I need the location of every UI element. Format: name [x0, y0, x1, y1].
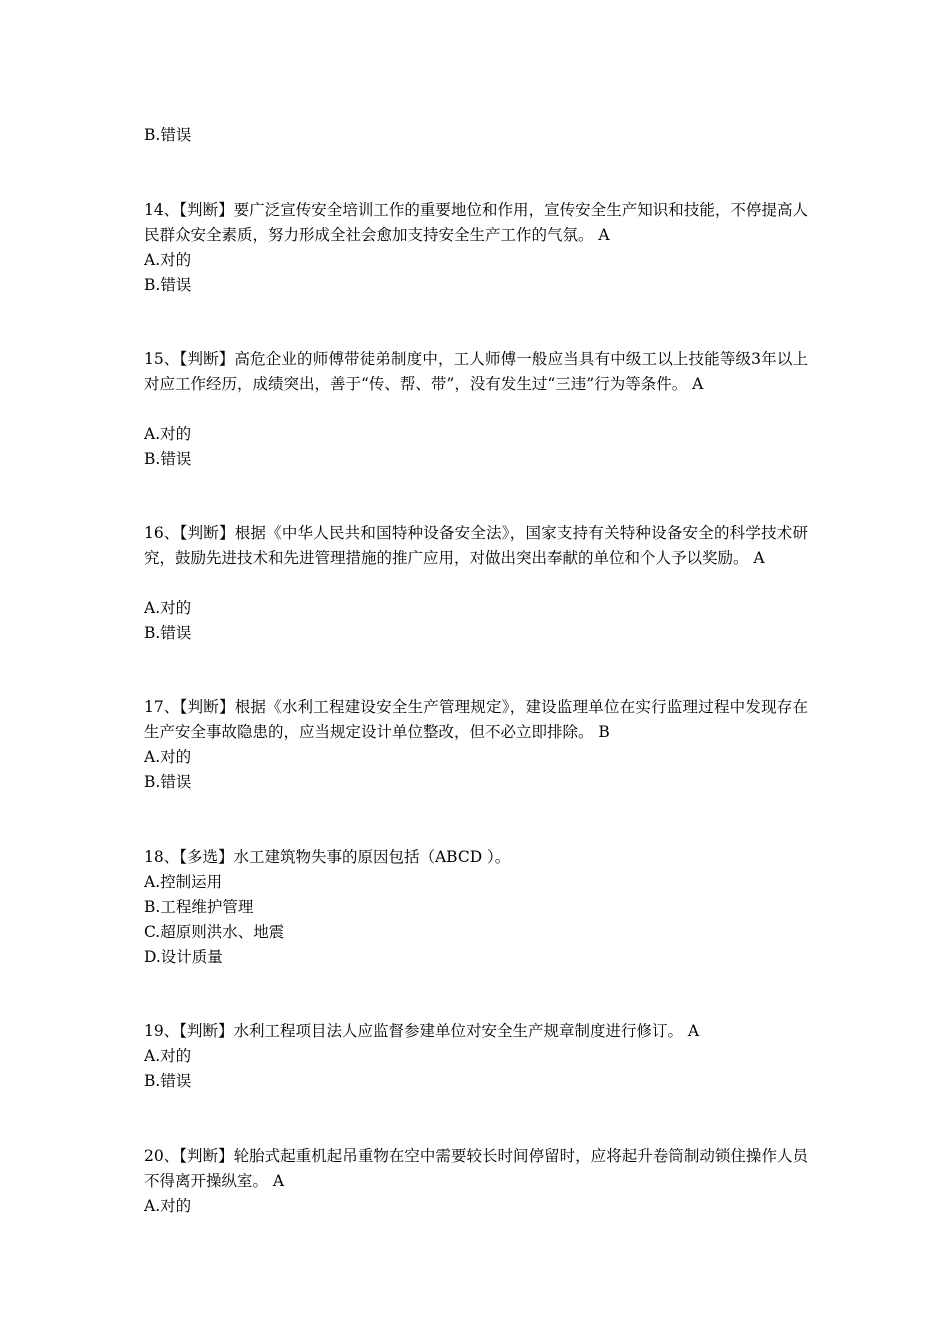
question-20-stem: 20、【判断】轮胎式起重机起吊重物在空中需要较长时间停留时，应将起升卷筒制动锁住操作人员不得离开操纵室。 A	[144, 1147, 808, 1190]
question-15-option-a: A.对的	[144, 425, 192, 443]
question-16-option-b: B.错误	[144, 624, 192, 642]
question-15-stem: 15、【判断】高危企业的师傅带徒弟制度中，工人师傅一般应当具有中级工以上技能等级3年以上对应工作经历，成绩突出，善于“传、帮、带”，没有发生过“三违”行为等条件。 A	[144, 350, 808, 393]
question-18-option-d: D.设计质量	[144, 948, 223, 966]
question-18-stem: 18、【多选】水工建筑物失事的原因包括（ABCD ）。	[144, 848, 511, 866]
question-15-option-b: B.错误	[144, 450, 192, 468]
question-19-stem: 19、【判断】水利工程项目法人应监督参建单位对安全生产规章制度进行修订。 A	[144, 1022, 700, 1040]
question-18-option-b: B.工程维护管理	[144, 898, 254, 916]
question-18-option-a: A.控制运用	[144, 873, 223, 891]
question-19-option-a: A.对的	[144, 1047, 192, 1065]
question-18-option-c: C.超原则洪水、地震	[144, 923, 285, 941]
question-14-option-b: B.错误	[144, 276, 192, 294]
question-14-stem: 14、【判断】要广泛宣传安全培训工作的重要地位和作用，宣传安全生产知识和技能，不停提高人民群众安全素质，努力形成全社会愈加支持安全生产工作的气氛。 A	[144, 201, 808, 244]
question-19-option-b: B.错误	[144, 1072, 192, 1090]
question-17-option-a: A.对的	[144, 748, 192, 766]
question-14-option-a: A.对的	[144, 251, 192, 269]
question-16-stem: 16、【判断】根据《中华人民共和国特种设备安全法》，国家支持有关特种设备安全的科学技术研究，鼓励先进技术和先进管理措施的推广应用，对做出突出奉献的单位和个人予以奖励。 A	[144, 524, 808, 567]
question-16-option-a: A.对的	[144, 599, 192, 617]
option-text: B.错误	[144, 126, 192, 144]
question-20-option-a: A.对的	[144, 1197, 192, 1215]
question-17-stem: 17、【判断】根据《水利工程建设安全生产管理规定》，建设监理单位在实行监理过程中发现存在生产安全事故隐患的，应当规定设计单位整改，但不必立即排除。 B	[144, 698, 808, 741]
question-17-option-b: B.错误	[144, 773, 192, 791]
